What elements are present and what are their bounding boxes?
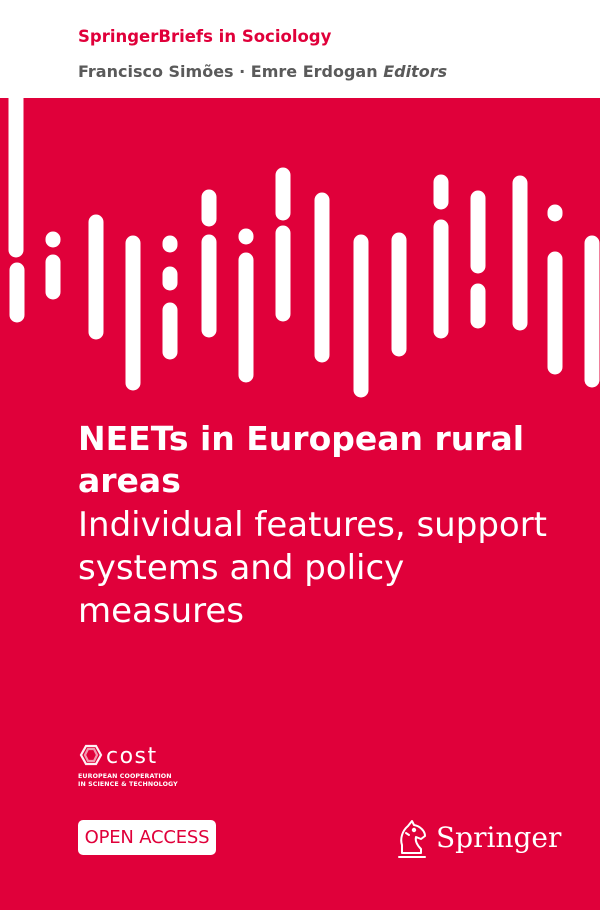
publisher-name: Springer [436, 821, 562, 854]
cost-line-2: IN SCIENCE & TECHNOLOGY [78, 781, 178, 788]
springer-knight-icon [394, 813, 434, 861]
editors-role: Editors [383, 62, 448, 81]
open-access-label: OPEN ACCESS [84, 827, 210, 848]
waveform-bars-graphic [0, 0, 600, 410]
series-name: SpringerBriefs in Sociology [78, 27, 332, 46]
cost-logo-text: cost [106, 744, 158, 767]
cost-line-1: EUROPEAN COOPERATION [78, 773, 172, 780]
cost-logo [78, 743, 203, 789]
book-subtitle: Individual features, support systems and policy measures [78, 505, 548, 631]
editor-names: Francisco Simões · Emre Erdogan [78, 62, 384, 81]
cost-logo-icon [78, 743, 198, 767]
book-title: NEETs in European rural areas [78, 419, 525, 500]
open-access-badge [78, 820, 216, 855]
springer-logo [394, 813, 562, 861]
